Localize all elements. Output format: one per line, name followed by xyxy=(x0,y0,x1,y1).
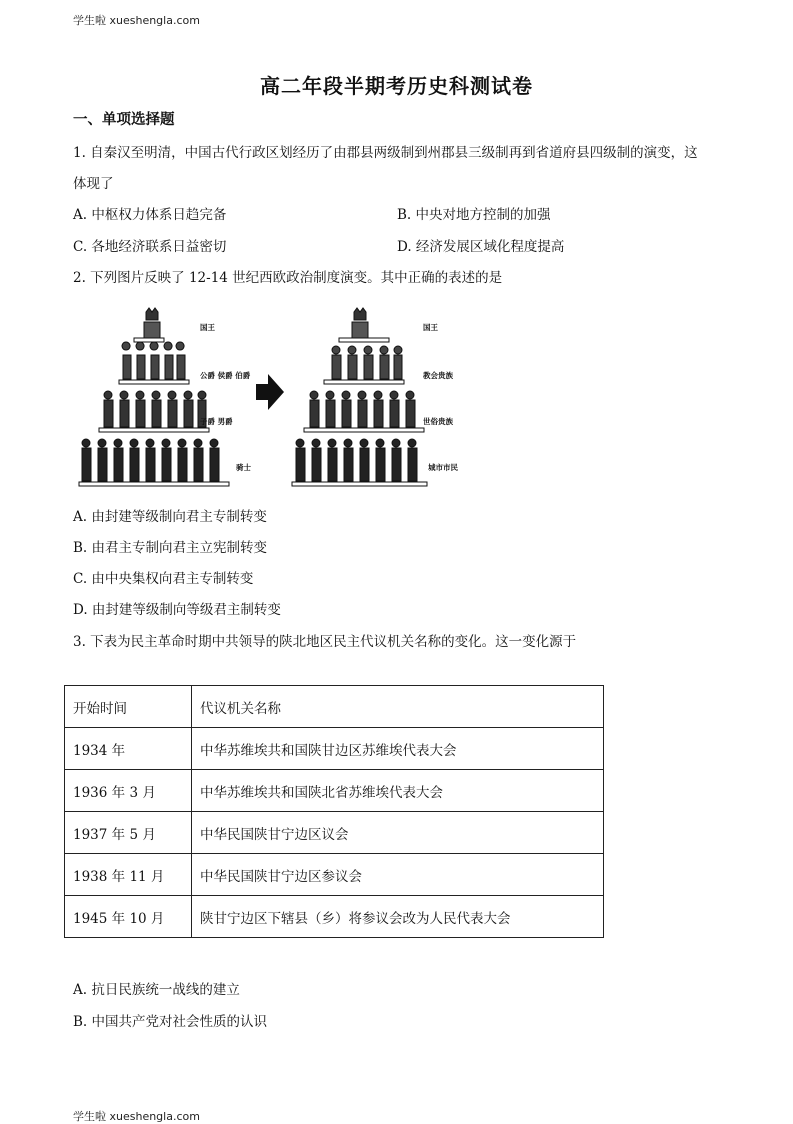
table-cell-name: 中华苏维埃共和国陕北省苏维埃代表大会 xyxy=(192,770,604,812)
q2-option-a[interactable]: A. 由封建等级制向君主专制转变 xyxy=(73,509,267,525)
q1-option-d[interactable]: D. 经济发展区域化程度提高 xyxy=(397,239,565,255)
table-cell-date: 1945 年 10 月 xyxy=(65,896,192,938)
q1-stem-line2: 体现了 xyxy=(73,176,114,192)
assembly-table xyxy=(64,685,604,938)
q2-option-b[interactable]: B. 由君主专制向君主立宪制转变 xyxy=(73,540,268,556)
q1-option-c[interactable]: C. 各地经济联系日益密切 xyxy=(73,239,227,255)
left-label-viscounts: 子爵 男爵 xyxy=(200,417,233,426)
q3-stem: 3. 下表为民主革命时期中共领导的陕北地区民主代议机关名称的变化。这一变化源于 xyxy=(73,634,577,650)
table-row xyxy=(65,770,604,812)
page-footer: 学生啦 xueshengla.com xyxy=(73,1110,200,1123)
table-cell-name: 陕甘宁边区下辖县（乡）将参议会改为人民代表大会 xyxy=(192,896,604,938)
section-heading: 一、单项选择题 xyxy=(73,112,175,128)
right-pyramid xyxy=(292,308,427,486)
right-label-king: 国王 xyxy=(423,323,438,332)
table-header-cell: 开始时间 xyxy=(65,686,192,728)
q2-option-c[interactable]: C. 由中央集权向君主专制转变 xyxy=(73,571,254,587)
left-label-dukes: 公爵 侯爵 伯爵 xyxy=(200,371,251,380)
table-cell-name: 中华民国陕甘宁边区议会 xyxy=(192,812,604,854)
right-label-church-nobles: 教会贵族 xyxy=(423,371,453,380)
left-pyramid xyxy=(79,308,229,486)
page-header: 学生啦 xueshengla.com xyxy=(73,14,200,27)
table-row xyxy=(65,854,604,896)
feudal-hierarchy-figure xyxy=(74,300,466,495)
right-label-secular-nobles: 世俗贵族 xyxy=(423,417,453,426)
q2-option-d[interactable]: D. 由封建等级制向等级君主制转变 xyxy=(73,602,281,618)
table-cell-name: 中华苏维埃共和国陕甘边区苏维埃代表大会 xyxy=(192,728,604,770)
table-header-row xyxy=(65,686,604,728)
table-row xyxy=(65,896,604,938)
q1-stem-line1: 1. 自秦汉至明清，中国古代行政区划经历了由郡县两级制到州郡县三级制再到省道府县四级制的演变，这 xyxy=(73,145,698,161)
arrow-icon xyxy=(256,374,284,410)
q3-option-b[interactable]: B. 中国共产党对社会性质的认识 xyxy=(73,1014,268,1030)
table-cell-date: 1938 年 11 月 xyxy=(65,854,192,896)
table-cell-date: 1934 年 xyxy=(65,728,192,770)
q1-option-b[interactable]: B. 中央对地方控制的加强 xyxy=(397,207,551,223)
table-cell-date: 1937 年 5 月 xyxy=(65,812,192,854)
q1-option-a[interactable]: A. 中枢权力体系日趋完备 xyxy=(73,207,227,223)
table-row xyxy=(65,812,604,854)
page-title: 高二年段半期考历史科测试卷 xyxy=(260,74,533,98)
table-cell-date: 1936 年 3 月 xyxy=(65,770,192,812)
q2-stem: 2. 下列图片反映了 12-14 世纪西欧政治制度演变。其中正确的表述的是 xyxy=(73,270,503,286)
table-cell-name: 中华民国陕甘宁边区参议会 xyxy=(192,854,604,896)
table-row xyxy=(65,728,604,770)
left-label-knights: 骑士 xyxy=(236,463,251,472)
left-label-king: 国王 xyxy=(200,323,215,332)
table-header-cell: 代议机关名称 xyxy=(192,686,604,728)
q3-option-a[interactable]: A. 抗日民族统一战线的建立 xyxy=(73,982,240,998)
right-label-citizens: 城市市民 xyxy=(428,463,458,472)
